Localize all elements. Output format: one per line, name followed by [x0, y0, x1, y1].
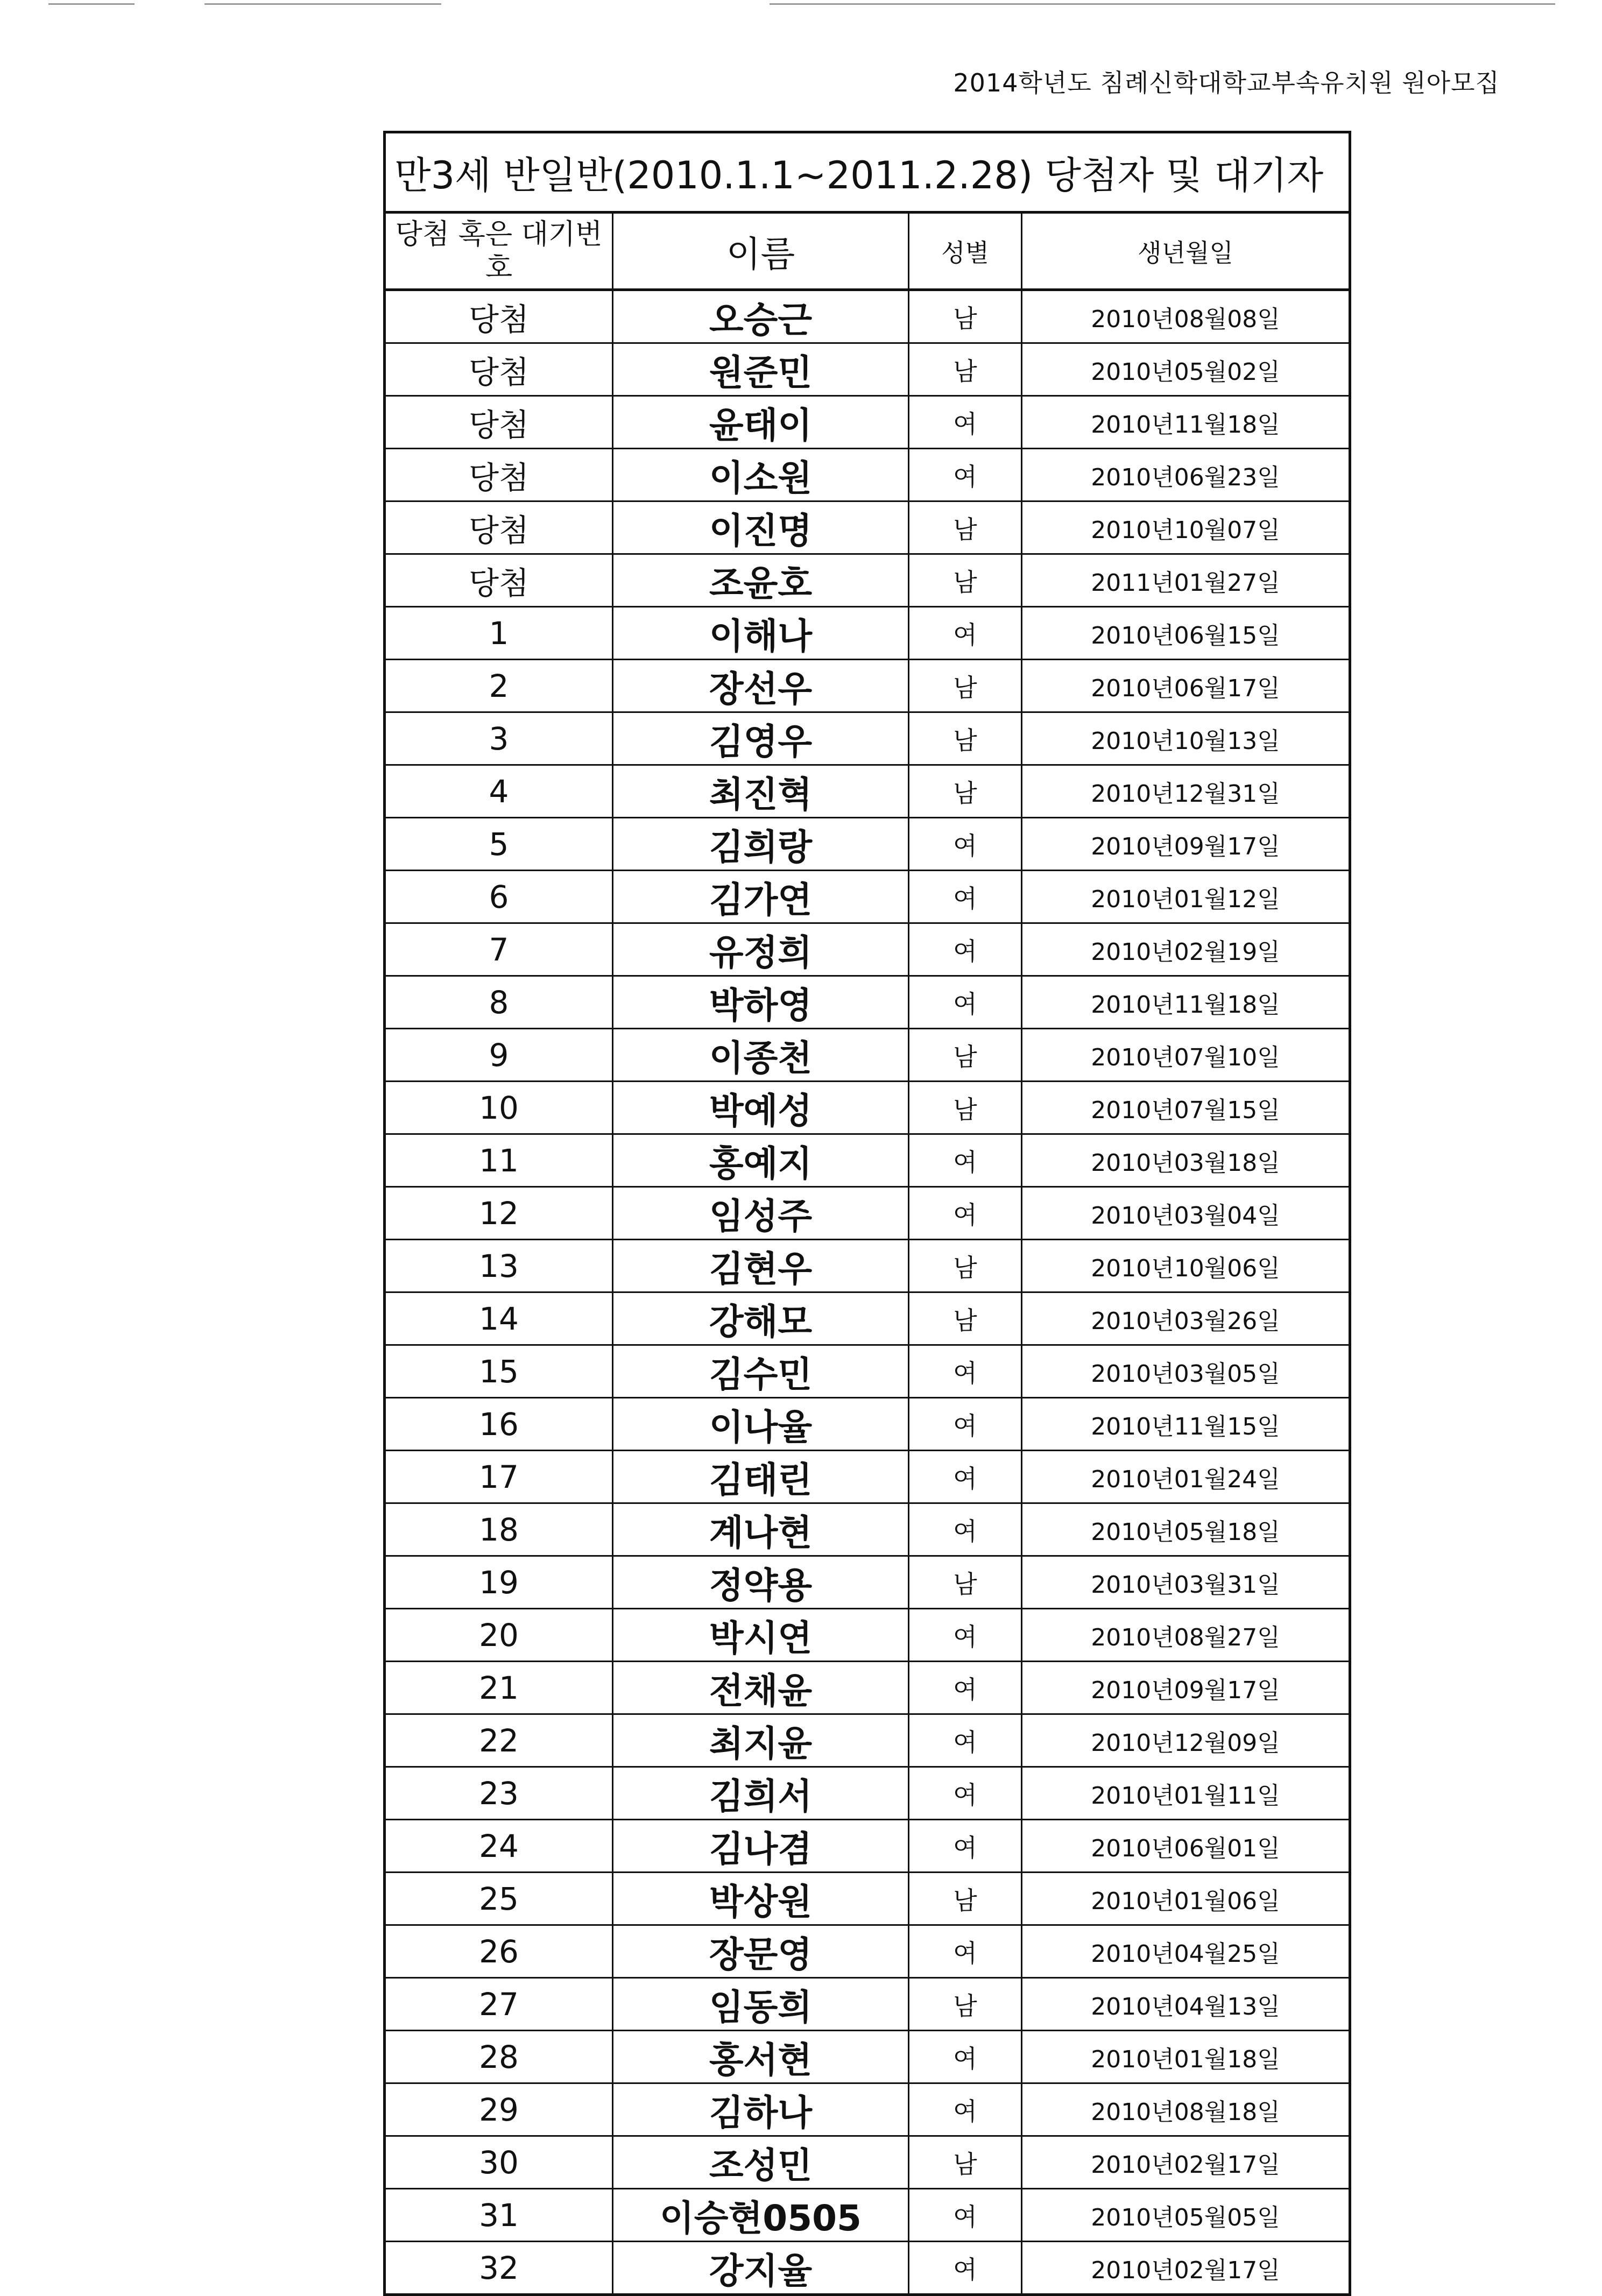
- table-body: [385, 290, 1350, 2295]
- cell-name: 원준민: [613, 343, 909, 396]
- cell-number: 당첨: [385, 501, 613, 554]
- table-row: [385, 712, 1350, 765]
- cell-gender: 여: [909, 871, 1022, 923]
- table-row: [385, 1820, 1350, 1873]
- cell-name: 임성주: [613, 1187, 909, 1240]
- cell-gender: 남: [909, 501, 1022, 554]
- table-row: [385, 396, 1350, 449]
- cell-gender: 여: [909, 1820, 1022, 1873]
- column-header-birthdate: 생년월일: [1022, 213, 1350, 290]
- column-header-gender: 성별: [909, 213, 1022, 290]
- table-row: [385, 976, 1350, 1029]
- cell-number: 30: [385, 2136, 613, 2189]
- cell-number: 27: [385, 1978, 613, 2031]
- cell-name: 김희랑: [613, 818, 909, 871]
- cell-number: 32: [385, 2242, 613, 2295]
- cell-birthdate: 2010년09월17일: [1022, 1662, 1350, 1714]
- table-row: [385, 290, 1350, 343]
- cell-birthdate: 2010년05월18일: [1022, 1503, 1350, 1556]
- cell-birthdate: 2010년07월10일: [1022, 1029, 1350, 1082]
- cell-birthdate: 2010년04월13일: [1022, 1978, 1350, 2031]
- cell-birthdate: 2011년01월27일: [1022, 554, 1350, 607]
- cell-number: 16: [385, 1398, 613, 1451]
- table-row: [385, 1240, 1350, 1292]
- cell-gender: 여: [909, 2083, 1022, 2136]
- cell-gender: 여: [909, 1767, 1022, 1820]
- cell-gender: 여: [909, 1398, 1022, 1451]
- cell-gender: 남: [909, 1029, 1022, 1082]
- scan-top-line-right: [770, 3, 1555, 5]
- table-row: [385, 1714, 1350, 1767]
- cell-name: 김현우: [613, 1240, 909, 1292]
- cell-number: 9: [385, 1029, 613, 1082]
- cell-name: 최지윤: [613, 1714, 909, 1767]
- table-row: [385, 1767, 1350, 1820]
- cell-name: 정약용: [613, 1556, 909, 1609]
- cell-gender: 남: [909, 343, 1022, 396]
- cell-name: 조윤호: [613, 554, 909, 607]
- table-row: [385, 1662, 1350, 1714]
- cell-name: 박상원: [613, 1873, 909, 1925]
- table-row: [385, 607, 1350, 660]
- table-row: [385, 1451, 1350, 1503]
- cell-gender: 남: [909, 1978, 1022, 2031]
- cell-name: 김하나: [613, 2083, 909, 2136]
- cell-gender: 여: [909, 449, 1022, 501]
- cell-number: 4: [385, 765, 613, 818]
- cell-name: 전채윤: [613, 1662, 909, 1714]
- scan-top-line-left: [48, 3, 135, 5]
- cell-birthdate: 2010년01월06일: [1022, 1873, 1350, 1925]
- cell-birthdate: 2010년08월08일: [1022, 290, 1350, 343]
- cell-number: 18: [385, 1503, 613, 1556]
- cell-name: 이진명: [613, 501, 909, 554]
- cell-birthdate: 2010년03월05일: [1022, 1345, 1350, 1398]
- table-row: [385, 1082, 1350, 1134]
- cell-birthdate: 2010년11월15일: [1022, 1398, 1350, 1451]
- table-row: [385, 660, 1350, 712]
- cell-gender: 여: [909, 2242, 1022, 2295]
- cell-birthdate: 2010년01월12일: [1022, 871, 1350, 923]
- table-row: [385, 1503, 1350, 1556]
- cell-birthdate: 2010년03월31일: [1022, 1556, 1350, 1609]
- table-title: 만3세 반일반(2010.1.1~2011.2.28) 당첨자 및 대기자: [385, 132, 1350, 213]
- cell-gender: 여: [909, 1503, 1022, 1556]
- cell-gender: 여: [909, 1451, 1022, 1503]
- cell-number: 21: [385, 1662, 613, 1714]
- table-row: [385, 1873, 1350, 1925]
- cell-gender: 남: [909, 1873, 1022, 1925]
- table-row: [385, 501, 1350, 554]
- cell-birthdate: 2010년01월24일: [1022, 1451, 1350, 1503]
- table-row: [385, 2242, 1350, 2295]
- cell-gender: 여: [909, 1662, 1022, 1714]
- cell-name: 홍서현: [613, 2031, 909, 2083]
- cell-name: 강해모: [613, 1292, 909, 1345]
- table-row: [385, 1292, 1350, 1345]
- cell-number: 29: [385, 2083, 613, 2136]
- cell-gender: 여: [909, 1345, 1022, 1398]
- column-header-name: 이름: [613, 213, 909, 290]
- cell-number: 31: [385, 2189, 613, 2242]
- table-row: [385, 2136, 1350, 2189]
- cell-number: 6: [385, 871, 613, 923]
- cell-birthdate: 2010년03월04일: [1022, 1187, 1350, 1240]
- table-row: [385, 1978, 1350, 2031]
- cell-name: 임동희: [613, 1978, 909, 2031]
- cell-birthdate: 2010년04월25일: [1022, 1925, 1350, 1978]
- table-row: [385, 1398, 1350, 1451]
- cell-number: 5: [385, 818, 613, 871]
- table-row: [385, 449, 1350, 501]
- cell-name: 박시연: [613, 1609, 909, 1662]
- cell-birthdate: 2010년06월23일: [1022, 449, 1350, 501]
- cell-number: 당첨: [385, 343, 613, 396]
- cell-birthdate: 2010년03월18일: [1022, 1134, 1350, 1187]
- cell-birthdate: 2010년02월17일: [1022, 2136, 1350, 2189]
- cell-number: 14: [385, 1292, 613, 1345]
- cell-name: 이해나: [613, 607, 909, 660]
- cell-name: 이소원: [613, 449, 909, 501]
- cell-number: 20: [385, 1609, 613, 1662]
- cell-birthdate: 2010년11월18일: [1022, 396, 1350, 449]
- column-header-row: [385, 213, 1350, 290]
- cell-number: 25: [385, 1873, 613, 1925]
- cell-name: 박예성: [613, 1082, 909, 1134]
- cell-gender: 여: [909, 1714, 1022, 1767]
- cell-name: 박하영: [613, 976, 909, 1029]
- cell-gender: 남: [909, 554, 1022, 607]
- cell-birthdate: 2010년08월18일: [1022, 2083, 1350, 2136]
- cell-number: 3: [385, 712, 613, 765]
- cell-name: 이승현0505: [613, 2189, 909, 2242]
- cell-name: 오승근: [613, 290, 909, 343]
- cell-number: 당첨: [385, 290, 613, 343]
- cell-gender: 여: [909, 2189, 1022, 2242]
- table-row: [385, 1556, 1350, 1609]
- cell-name: 홍예지: [613, 1134, 909, 1187]
- cell-name: 장문영: [613, 1925, 909, 1978]
- cell-number: 26: [385, 1925, 613, 1978]
- table-row: [385, 871, 1350, 923]
- table-row: [385, 1187, 1350, 1240]
- cell-name: 김수민: [613, 1345, 909, 1398]
- cell-gender: 남: [909, 765, 1022, 818]
- cell-birthdate: 2010년01월18일: [1022, 2031, 1350, 2083]
- cell-name: 김영우: [613, 712, 909, 765]
- cell-gender: 남: [909, 660, 1022, 712]
- cell-gender: 남: [909, 2136, 1022, 2189]
- cell-birthdate: 2010년12월31일: [1022, 765, 1350, 818]
- table-row: [385, 1029, 1350, 1082]
- cell-birthdate: 2010년06월01일: [1022, 1820, 1350, 1873]
- cell-gender: 여: [909, 2031, 1022, 2083]
- cell-birthdate: 2010년01월11일: [1022, 1767, 1350, 1820]
- cell-number: 28: [385, 2031, 613, 2083]
- cell-gender: 남: [909, 712, 1022, 765]
- cell-birthdate: 2010년09월17일: [1022, 818, 1350, 871]
- cell-name: 이종천: [613, 1029, 909, 1082]
- table-row: [385, 818, 1350, 871]
- cell-birthdate: 2010년10월13일: [1022, 712, 1350, 765]
- cell-name: 김태린: [613, 1451, 909, 1503]
- cell-gender: 여: [909, 976, 1022, 1029]
- cell-birthdate: 2010년05월02일: [1022, 343, 1350, 396]
- cell-number: 19: [385, 1556, 613, 1609]
- cell-name: 조성민: [613, 2136, 909, 2189]
- cell-number: 23: [385, 1767, 613, 1820]
- cell-name: 윤태이: [613, 396, 909, 449]
- cell-number: 8: [385, 976, 613, 1029]
- table-row: [385, 765, 1350, 818]
- cell-birthdate: 2010년05월05일: [1022, 2189, 1350, 2242]
- cell-birthdate: 2010년12월09일: [1022, 1714, 1350, 1767]
- cell-number: 12: [385, 1187, 613, 1240]
- cell-gender: 여: [909, 923, 1022, 976]
- table-row: [385, 554, 1350, 607]
- cell-name: 계나현: [613, 1503, 909, 1556]
- table-row: [385, 1134, 1350, 1187]
- cell-number: 22: [385, 1714, 613, 1767]
- cell-number: 24: [385, 1820, 613, 1873]
- table-row: [385, 2031, 1350, 2083]
- cell-birthdate: 2010년06월17일: [1022, 660, 1350, 712]
- cell-gender: 여: [909, 396, 1022, 449]
- cell-birthdate: 2010년02월19일: [1022, 923, 1350, 976]
- column-header-number: 당첨 혹은 대기번호: [385, 213, 613, 290]
- cell-birthdate: 2010년03월26일: [1022, 1292, 1350, 1345]
- cell-gender: 여: [909, 1187, 1022, 1240]
- table-row: [385, 1925, 1350, 1978]
- cell-number: 11: [385, 1134, 613, 1187]
- cell-birthdate: 2010년11월18일: [1022, 976, 1350, 1029]
- table-row: [385, 1609, 1350, 1662]
- cell-gender: 여: [909, 1925, 1022, 1978]
- scan-top-line-center: [204, 3, 441, 5]
- cell-gender: 여: [909, 607, 1022, 660]
- cell-name: 유정희: [613, 923, 909, 976]
- cell-birthdate: 2010년08월27일: [1022, 1609, 1350, 1662]
- cell-gender: 남: [909, 1240, 1022, 1292]
- cell-gender: 여: [909, 1609, 1022, 1662]
- cell-number: 15: [385, 1345, 613, 1398]
- cell-name: 김나겸: [613, 1820, 909, 1873]
- cell-gender: 남: [909, 290, 1022, 343]
- cell-birthdate: 2010년10월06일: [1022, 1240, 1350, 1292]
- cell-number: 1: [385, 607, 613, 660]
- cell-gender: 남: [909, 1556, 1022, 1609]
- document-header: 2014학년도 침례신학대학교부속유치원 원아모집: [953, 68, 1500, 97]
- cell-gender: 남: [909, 1292, 1022, 1345]
- table-row: [385, 2189, 1350, 2242]
- cell-name: 김가연: [613, 871, 909, 923]
- cell-name: 장선우: [613, 660, 909, 712]
- cell-birthdate: 2010년07월15일: [1022, 1082, 1350, 1134]
- cell-name: 김희서: [613, 1767, 909, 1820]
- cell-birthdate: 2010년10월07일: [1022, 501, 1350, 554]
- cell-name: 강지율: [613, 2242, 909, 2295]
- cell-birthdate: 2010년02월17일: [1022, 2242, 1350, 2295]
- cell-number: 당첨: [385, 554, 613, 607]
- cell-gender: 남: [909, 1082, 1022, 1134]
- cell-name: 이나율: [613, 1398, 909, 1451]
- table-row: [385, 1345, 1350, 1398]
- cell-number: 2: [385, 660, 613, 712]
- admission-result-table: [383, 131, 1351, 2296]
- cell-birthdate: 2010년06월15일: [1022, 607, 1350, 660]
- table-row: [385, 343, 1350, 396]
- cell-number: 13: [385, 1240, 613, 1292]
- table-row: [385, 2083, 1350, 2136]
- cell-name: 최진혁: [613, 765, 909, 818]
- table-row: [385, 923, 1350, 976]
- cell-number: 10: [385, 1082, 613, 1134]
- cell-number: 당첨: [385, 396, 613, 449]
- cell-number: 당첨: [385, 449, 613, 501]
- cell-gender: 여: [909, 818, 1022, 871]
- cell-number: 17: [385, 1451, 613, 1503]
- cell-gender: 여: [909, 1134, 1022, 1187]
- cell-number: 7: [385, 923, 613, 976]
